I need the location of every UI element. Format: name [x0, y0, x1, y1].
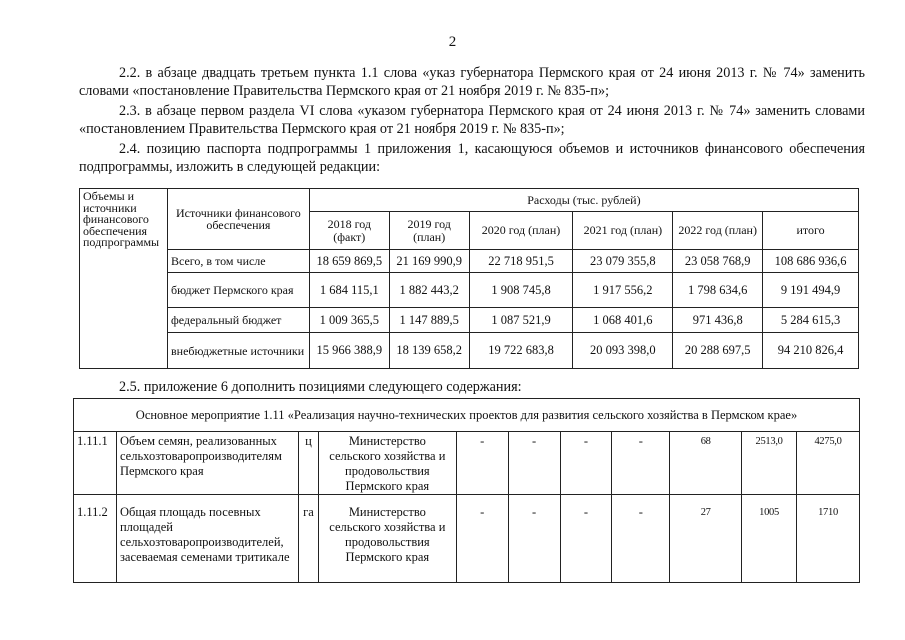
value-cell: 2513,0 [742, 432, 797, 495]
activity-title-cell: Основное мероприятие 1.11 «Реализация научно-технических проектов для развития сельского хозяйства в Пермском крае» [74, 399, 860, 432]
item-name-cell: Общая площадь посевных площадей сельхозтоваропроизводителей, засеваемая семенами тритикале [116, 495, 298, 583]
value-cell: 27 [670, 495, 742, 583]
value-cell: 9 191 494,9 [763, 273, 859, 308]
dash-cell: - [508, 495, 560, 583]
source-header-cell: Источники финансового обеспечения [167, 189, 309, 250]
value-cell: 94 210 826,4 [763, 333, 859, 369]
finance-table [79, 188, 859, 369]
dash-cell: - [612, 495, 670, 583]
value-cell: 18 139 658,2 [389, 333, 469, 369]
paragraph-text: 2.5. приложение 6 дополнить позициями следующего содержания: [119, 379, 522, 395]
paragraph-2-3 [79, 102, 865, 138]
paragraph-2-5 [79, 378, 865, 396]
value-cell: 1 798 634,6 [673, 273, 763, 308]
total-header-cell: итого [763, 212, 859, 250]
organization-cell: Министерство сельского хозяйства и продовольствия Пермского края [318, 495, 456, 583]
value-cell: 1 917 556,2 [573, 273, 673, 308]
value-cell: 1 087 521,9 [469, 308, 573, 333]
value-cell: 1 908 745,8 [469, 273, 573, 308]
value-cell: 5 284 615,3 [763, 308, 859, 333]
value-cell: 1710 [797, 495, 860, 583]
value-cell: 23 079 355,8 [573, 250, 673, 273]
value-cell: 23 058 768,9 [673, 250, 763, 273]
year-header-cell: 2022 год (план) [673, 212, 763, 250]
paragraph-2-4 [79, 140, 865, 176]
value-cell: 971 436,8 [673, 308, 763, 333]
value-cell: 1 147 889,5 [389, 308, 469, 333]
source-cell: бюджет Пермского края [167, 273, 309, 308]
unit-cell: ц [298, 432, 318, 495]
item-number-cell: 1.11.1 [74, 432, 117, 495]
unit-cell: га [298, 495, 318, 583]
item-number-cell: 1.11.2 [74, 495, 117, 583]
source-cell: федеральный бюджет [167, 308, 309, 333]
expenses-header-cell: Расходы (тыс. рублей) [309, 189, 858, 212]
source-cell: Всего, в том числе [167, 250, 309, 273]
dash-cell: - [456, 432, 508, 495]
value-cell: 15 966 388,9 [309, 333, 389, 369]
value-cell: 20 093 398,0 [573, 333, 673, 369]
value-cell: 18 659 869,5 [309, 250, 389, 273]
value-cell: 19 722 683,8 [469, 333, 573, 369]
value-cell: 21 169 990,9 [389, 250, 469, 273]
paragraph-text: 2.4. позицию паспорта подпрограммы 1 приложения 1, касающуюся объемов и источников финансового обеспечения подпрограммы, изложить в следующей редакции: [79, 141, 865, 175]
value-cell: 1 009 365,5 [309, 308, 389, 333]
value-cell: 20 288 697,5 [673, 333, 763, 369]
item-name-cell: Объем семян, реализованных сельхозтоваропроизводителям Пермского края [116, 432, 298, 495]
source-cell: внебюджетные источники [167, 333, 309, 369]
paragraph-text: 2.3. в абзаце первом раздела VI слова «указом губернатора Пермского края от 24 июня 2013 г. № 74» заменить словами «постановлением Правительства Пермского края от 21 ноября 2019 г. № 835-п»; [79, 103, 865, 137]
page-number: 2 [448, 34, 457, 50]
value-cell: 4275,0 [797, 432, 860, 495]
year-header-cell: 2019 год (план) [389, 212, 469, 250]
value-cell: 108 686 936,6 [763, 250, 859, 273]
value-cell: 68 [670, 432, 742, 495]
value-cell: 1 882 443,2 [389, 273, 469, 308]
year-header-cell: 2020 год (план) [469, 212, 573, 250]
value-cell: 1 684 115,1 [309, 273, 389, 308]
activity-table [73, 398, 860, 583]
value-cell: 1005 [742, 495, 797, 583]
dash-cell: - [612, 432, 670, 495]
value-cell: 22 718 951,5 [469, 250, 573, 273]
paragraph-2-2 [79, 64, 865, 100]
dash-cell: - [560, 495, 612, 583]
dash-cell: - [456, 495, 508, 583]
year-header-cell: 2018 год (факт) [309, 212, 389, 250]
value-cell: 1 068 401,6 [573, 308, 673, 333]
organization-cell: Министерство сельского хозяйства и продовольствия Пермского края [318, 432, 456, 495]
paragraph-text: 2.2. в абзаце двадцать третьем пункта 1.1 слова «указ губернатора Пермского края от 24 июня 2013 г. № 74» заменить словами «постановление Правительства Пермского края от 21 ноября 2019 г. № 835-п»; [79, 65, 865, 99]
dash-cell: - [508, 432, 560, 495]
year-header-cell: 2021 год (план) [573, 212, 673, 250]
row-header-cell: Объемы и источники финансового обеспечения подпрограммы [80, 189, 168, 369]
dash-cell: - [560, 432, 612, 495]
